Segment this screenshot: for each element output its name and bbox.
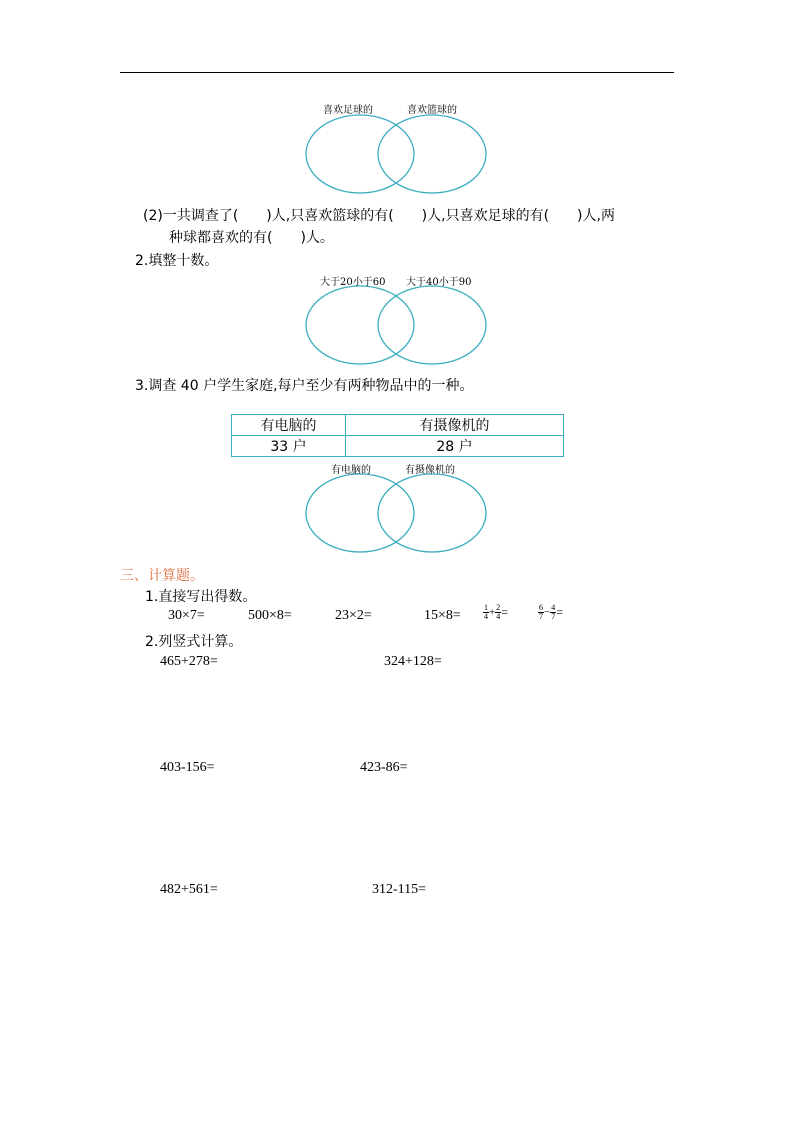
denominator: 7 xyxy=(551,612,556,621)
calc2-item: 312-115= xyxy=(372,882,427,897)
operator: + xyxy=(489,606,496,619)
equals-sign: = xyxy=(556,605,563,619)
numerator: 1 xyxy=(484,603,488,612)
q1-part2-line2: 种球都喜欢的有( )人。 xyxy=(169,230,334,246)
venn3-right-label: 有摄像机的 xyxy=(405,465,455,476)
calc2-item: 482+561= xyxy=(160,882,218,897)
operator: − xyxy=(544,606,551,619)
survey-table xyxy=(231,414,564,457)
calc1-item: 500×8= xyxy=(248,608,292,623)
q3-title: 3.调查 40 户学生家庭,每户至少有两种物品中的一种。 xyxy=(135,378,474,394)
denominator: 7 xyxy=(539,612,543,621)
numerator: 2 xyxy=(496,603,501,612)
calc1-item: 23×2= xyxy=(335,608,372,623)
table-cell: 33 户 xyxy=(232,436,346,457)
calc2-title: 2.列竖式计算。 xyxy=(145,634,243,650)
header-rule xyxy=(120,72,674,73)
calc1-title: 1.直接写出得数。 xyxy=(145,589,257,605)
venn2-right-label: 大于40小于90 xyxy=(406,277,472,288)
table-row xyxy=(232,436,564,457)
calc2-item: 465+278= xyxy=(160,654,218,669)
denominator: 4 xyxy=(484,612,488,621)
venn1-right-label: 喜欢篮球的 xyxy=(407,105,457,116)
calc1-item: 30×7= xyxy=(168,608,205,623)
equals-sign: = xyxy=(501,605,508,619)
numerator: 4 xyxy=(551,603,556,612)
section-title-calculation: 三、计算题。 xyxy=(120,568,204,584)
q2-title: 2.填整十数。 xyxy=(135,253,219,269)
venn-diagram-football-basketball xyxy=(305,113,490,195)
numerator: 6 xyxy=(539,603,543,612)
venn-diagram-whole-tens xyxy=(305,284,490,366)
venn-diagram-computer-camera xyxy=(305,472,490,554)
venn1-left-label: 喜欢足球的 xyxy=(323,105,373,116)
table-header-cell: 有电脑的 xyxy=(232,415,346,436)
calc2-item: 324+128= xyxy=(384,654,442,669)
table-header-row xyxy=(232,415,564,436)
calc1-item: 15×8= xyxy=(424,608,461,623)
calc2-item: 403-156= xyxy=(160,760,215,775)
q1-part2-line1: (2)一共调查了( )人,只喜欢篮球的有( )人,只喜欢足球的有( )人,两 xyxy=(143,208,615,224)
venn3-left-label: 有电脑的 xyxy=(331,465,371,476)
fraction-expression-2 xyxy=(538,604,563,621)
table-header-cell: 有摄像机的 xyxy=(346,415,564,436)
venn2-left-label: 大于20小于60 xyxy=(320,277,386,288)
denominator: 4 xyxy=(496,612,501,621)
table-cell: 28 户 xyxy=(346,436,564,457)
calc2-item: 423-86= xyxy=(360,760,408,775)
fraction-expression-1 xyxy=(483,604,508,621)
